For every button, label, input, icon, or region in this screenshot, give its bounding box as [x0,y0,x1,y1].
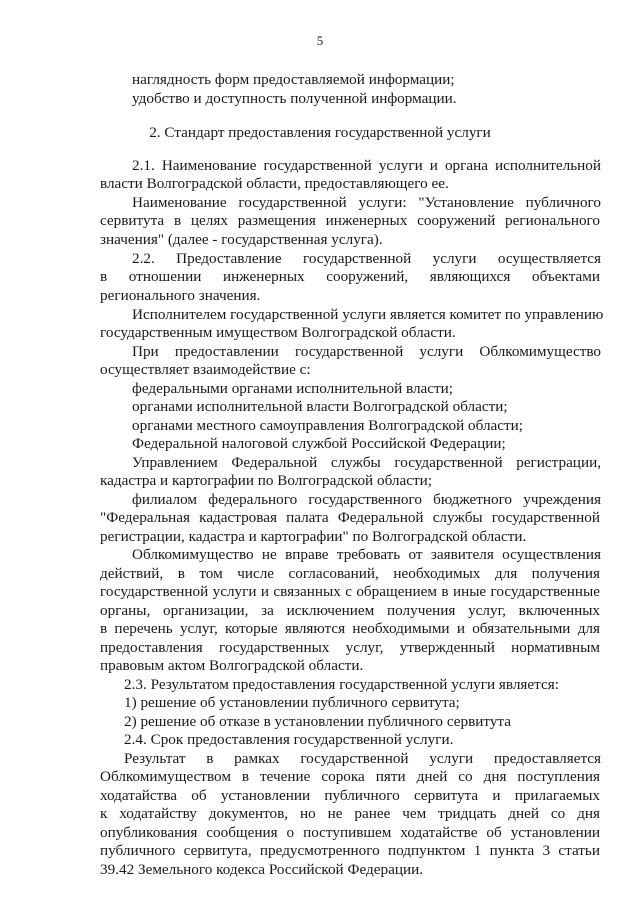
paragraph-line: значения" (далее - государственная услуга). [100,231,383,248]
paragraph-line: сервитута в целях размещения инженерных сооружений регионального [100,212,600,229]
paragraph-line: Исполнителем государственной услуги является комитет по управлению [132,306,604,323]
section-heading: 2. Стандарт предоставления государственной услуги [149,124,491,141]
paragraph-line: Облкомимуществом в течение сорока пяти дней со дня поступления [100,768,600,785]
list-item: Управлением Федеральной службы государственной регистрации, [132,454,601,471]
list-item: 1) решение об установлении публичного сервитута; [124,694,460,711]
paragraph-line: предоставления государственных услуг, утвержденный нормативным [100,639,600,656]
list-item: удобство и доступность полученной информации. [132,90,457,107]
paragraph-line: к ходатайству документов, но не ранее чем тридцать дней со дня [100,805,600,822]
paragraph-line: органы, организации, за исключением получения услуг, включенных [100,602,600,619]
paragraph-line: Наименование государственной услуги: "Установление публичного [132,194,601,211]
paragraph-line: Результат в рамках государственной услуги предоставляется [124,750,601,767]
list-item: Федеральной налоговой службой Российской Федерации; [132,435,506,452]
paragraph-line: 2.2. Предоставление государственной услуги осуществляется [132,250,601,267]
paragraph-line: 2.4. Срок предоставления государственной услуги. [124,731,454,748]
list-item: наглядность форм предоставляемой информации; [132,71,455,88]
paragraph-line: осуществляет взаимодействие с: [100,361,311,378]
list-item: федеральными органами исполнительной власти; [132,380,454,397]
paragraph-line: Облкомимущество не вправе требовать от заявителя осуществления [132,546,601,563]
paragraph-line: регистрации, кадастра и картографии" по Волгоградской области. [100,528,527,545]
paragraph-line: 2.1. Наименование государственной услуги и органа исполнительной [132,157,601,174]
paragraph-line: в отношении инженерных сооружений, являющихся объектами [100,268,600,285]
list-item: органами исполнительной власти Волгоградской области; [132,398,508,415]
paragraph-line: ходатайства об установлении публичного сервитута и прилагаемых [100,787,600,804]
paragraph-line: 2.3. Результатом предоставления государственной услуги является: [124,676,559,693]
paragraph-line: опубликования сообщения о поступившем ходатайстве об установлении [100,824,600,841]
paragraph-line: правовым актом Волгоградской области. [100,657,364,674]
paragraph-line: государственным имуществом Волгоградской области. [100,324,456,341]
list-item: 2) решение об отказе в установлении публичного сервитута [124,713,511,730]
paragraph-line: в перечень услуг, которые являются необходимыми и обязательными для [100,620,600,637]
paragraph-line: регионального значения. [100,287,261,304]
paragraph-line: кадастра и картографии по Волгоградской области; [100,472,432,489]
paragraph-line: 39.42 Земельного кодекса Российской Федерации. [100,861,423,878]
page-number: 5 [316,33,324,48]
paragraph-line: власти Волгоградской области, предоставляющего ее. [100,175,449,192]
paragraph-line: действий, в том числе согласований, необходимых для получения [100,565,600,582]
paragraph-line: государственной услуги и связанных с обращением в иные государственные [100,583,600,600]
list-item: органами местного самоуправления Волгоградской области; [132,417,524,434]
paragraph-line: "Федеральная кадастровая палата Федеральной службы государственной [100,509,600,526]
list-item: филиалом федерального государственного бюджетного учреждения [132,491,601,508]
paragraph-line: публичного сервитута, предусмотренного подпунктом 1 пункта 3 статьи [100,842,600,859]
paragraph-line: При предоставлении государственной услуги Облкомимущество [132,343,601,360]
